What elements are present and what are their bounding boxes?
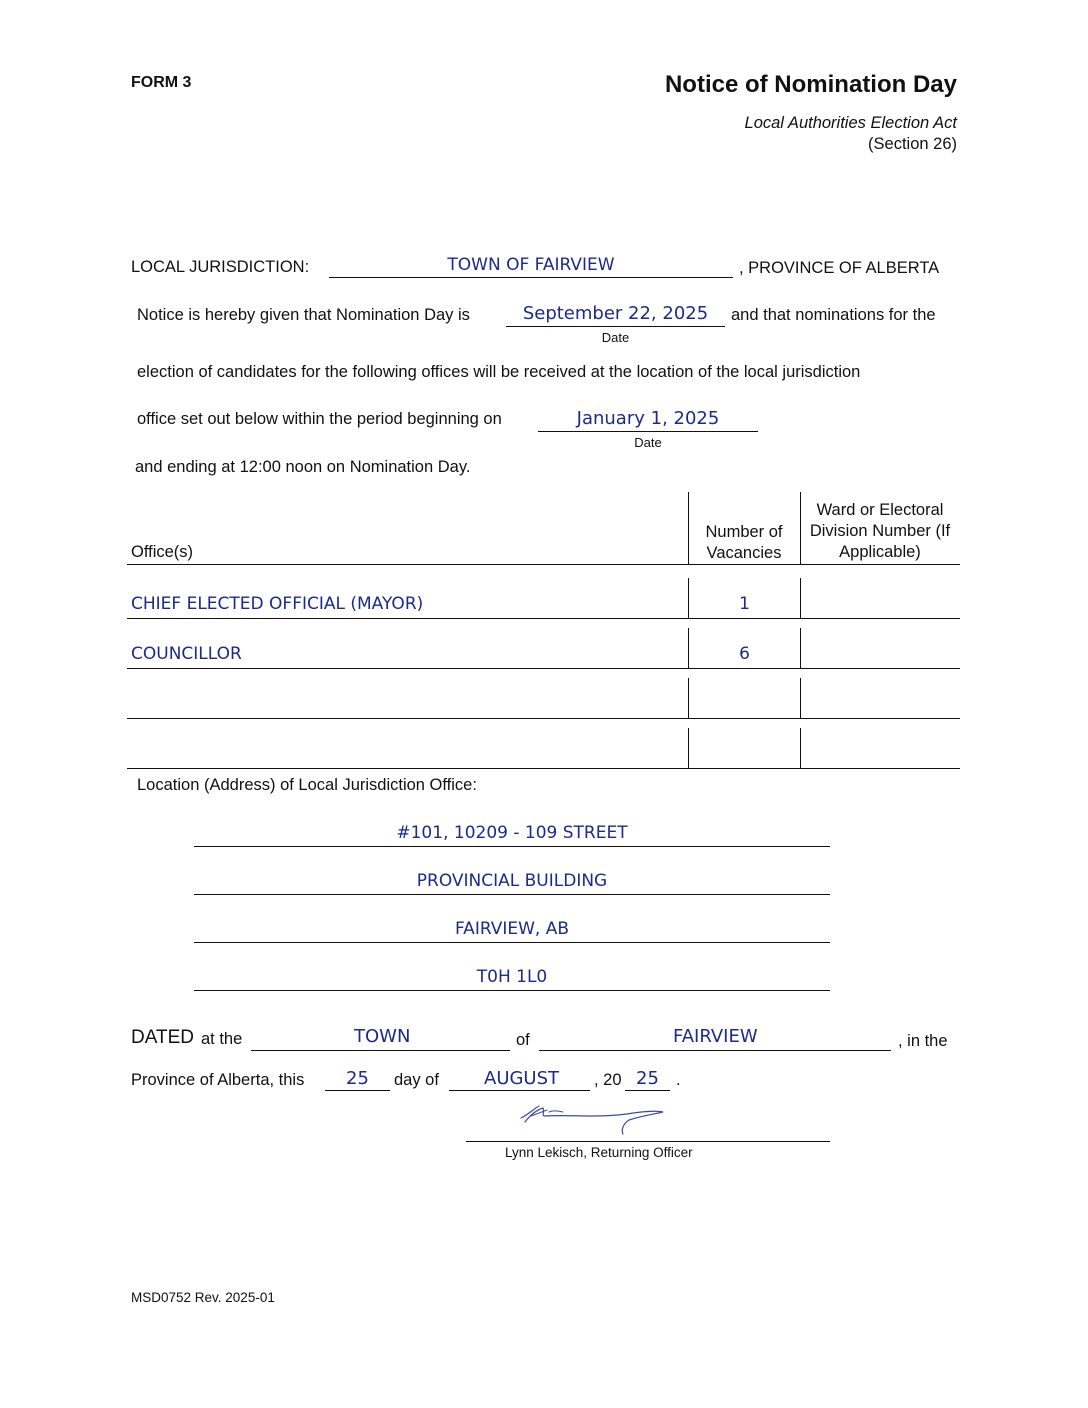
jurisdiction-value: TOWN OF FAIRVIEW <box>447 255 615 275</box>
notice-line3-prefix: office set out below within the period beginning on <box>137 410 502 428</box>
table-divider <box>688 492 689 564</box>
nomination-date-value: September 22, 2025 <box>522 303 709 324</box>
form-code: MSD0752 Rev. 2025-01 <box>131 1290 275 1305</box>
day-of-label: day of <box>394 1071 439 1089</box>
address-line-4: T0H 1L0 <box>476 967 548 987</box>
table-header-rule <box>127 564 960 565</box>
jurisdiction-label: LOCAL JURISDICTION: <box>131 258 310 276</box>
row-vacancies: 6 <box>739 644 750 664</box>
period: . <box>676 1071 681 1089</box>
header-office: Office(s) <box>131 543 194 561</box>
place-name-line <box>539 1050 891 1051</box>
row-rule <box>127 718 960 719</box>
year-line <box>625 1090 670 1091</box>
location-label: Location (Address) of Local Jurisdiction Office: <box>137 776 477 794</box>
start-date-caption: Date <box>634 435 662 450</box>
dated-of: of <box>516 1031 530 1049</box>
row-office: CHIEF ELECTED OFFICIAL (MAYOR) <box>131 594 424 614</box>
dated-word: DATED <box>131 1027 194 1048</box>
table-divider <box>800 492 801 564</box>
jurisdiction-suffix: , PROVINCE OF ALBERTA <box>739 259 940 277</box>
place-name-value: FAIRVIEW <box>673 1026 758 1047</box>
address-line-2: PROVINCIAL BUILDING <box>416 871 608 891</box>
row-rule <box>127 618 960 619</box>
notice-line4: and ending at 12:00 noon on Nomination Day. <box>135 458 471 476</box>
start-date-line <box>538 431 758 432</box>
place-type-line <box>251 1050 510 1051</box>
day-line <box>325 1090 390 1091</box>
signature-image <box>515 1100 675 1140</box>
dated-in-the: , in the <box>898 1032 948 1050</box>
dated-at-the: at the <box>201 1030 243 1048</box>
address-rule <box>194 990 830 991</box>
row-rule <box>127 668 960 669</box>
address-rule <box>194 942 830 943</box>
year-prefix: , 20 <box>594 1071 622 1089</box>
header-vacancies: Number of Vacancies <box>705 523 783 562</box>
notice-line1-suffix: and that nominations for the <box>731 306 936 324</box>
address-rule <box>194 846 830 847</box>
signature-line <box>466 1141 830 1142</box>
notice-line2: election of candidates for the following offices will be received at the location of the local jurisdiction <box>137 363 861 381</box>
notice-line1-prefix: Notice is hereby given that Nomination Day is <box>137 306 470 324</box>
row-rule <box>127 768 960 769</box>
header-ward: Ward or Electoral Division Number (If Applicable) <box>809 501 951 561</box>
row-office: COUNCILLOR <box>131 644 242 664</box>
nomination-date-caption: Date <box>601 330 630 345</box>
act-section: (Section 26) <box>868 135 957 153</box>
act-name: Local Authorities Election Act <box>744 114 957 132</box>
row-divider <box>688 728 689 768</box>
place-type-value: TOWN <box>354 1026 411 1047</box>
row-divider <box>688 678 689 718</box>
month-value: AUGUST <box>484 1068 560 1089</box>
address-rule <box>194 894 830 895</box>
nomination-date-line <box>506 326 725 327</box>
row-divider <box>800 728 801 768</box>
row-divider <box>800 578 801 618</box>
row-divider <box>800 678 801 718</box>
day-value: 25 <box>346 1068 369 1089</box>
province-prefix: Province of Alberta, this <box>131 1071 305 1089</box>
jurisdiction-line <box>329 277 733 278</box>
address-line-3: FAIRVIEW, AB <box>454 919 570 939</box>
form-number: FORM 3 <box>131 74 192 91</box>
year-value: 25 <box>636 1068 659 1089</box>
start-date-value: January 1, 2025 <box>576 408 720 429</box>
signature-caption: Lynn Lekisch, Returning Officer <box>505 1145 693 1160</box>
address-line-1: #101, 10209 - 109 STREET <box>396 823 628 843</box>
row-divider <box>800 628 801 668</box>
month-line <box>449 1090 590 1091</box>
row-vacancies: 1 <box>739 594 750 614</box>
page-title: Notice of Nomination Day <box>664 71 957 98</box>
